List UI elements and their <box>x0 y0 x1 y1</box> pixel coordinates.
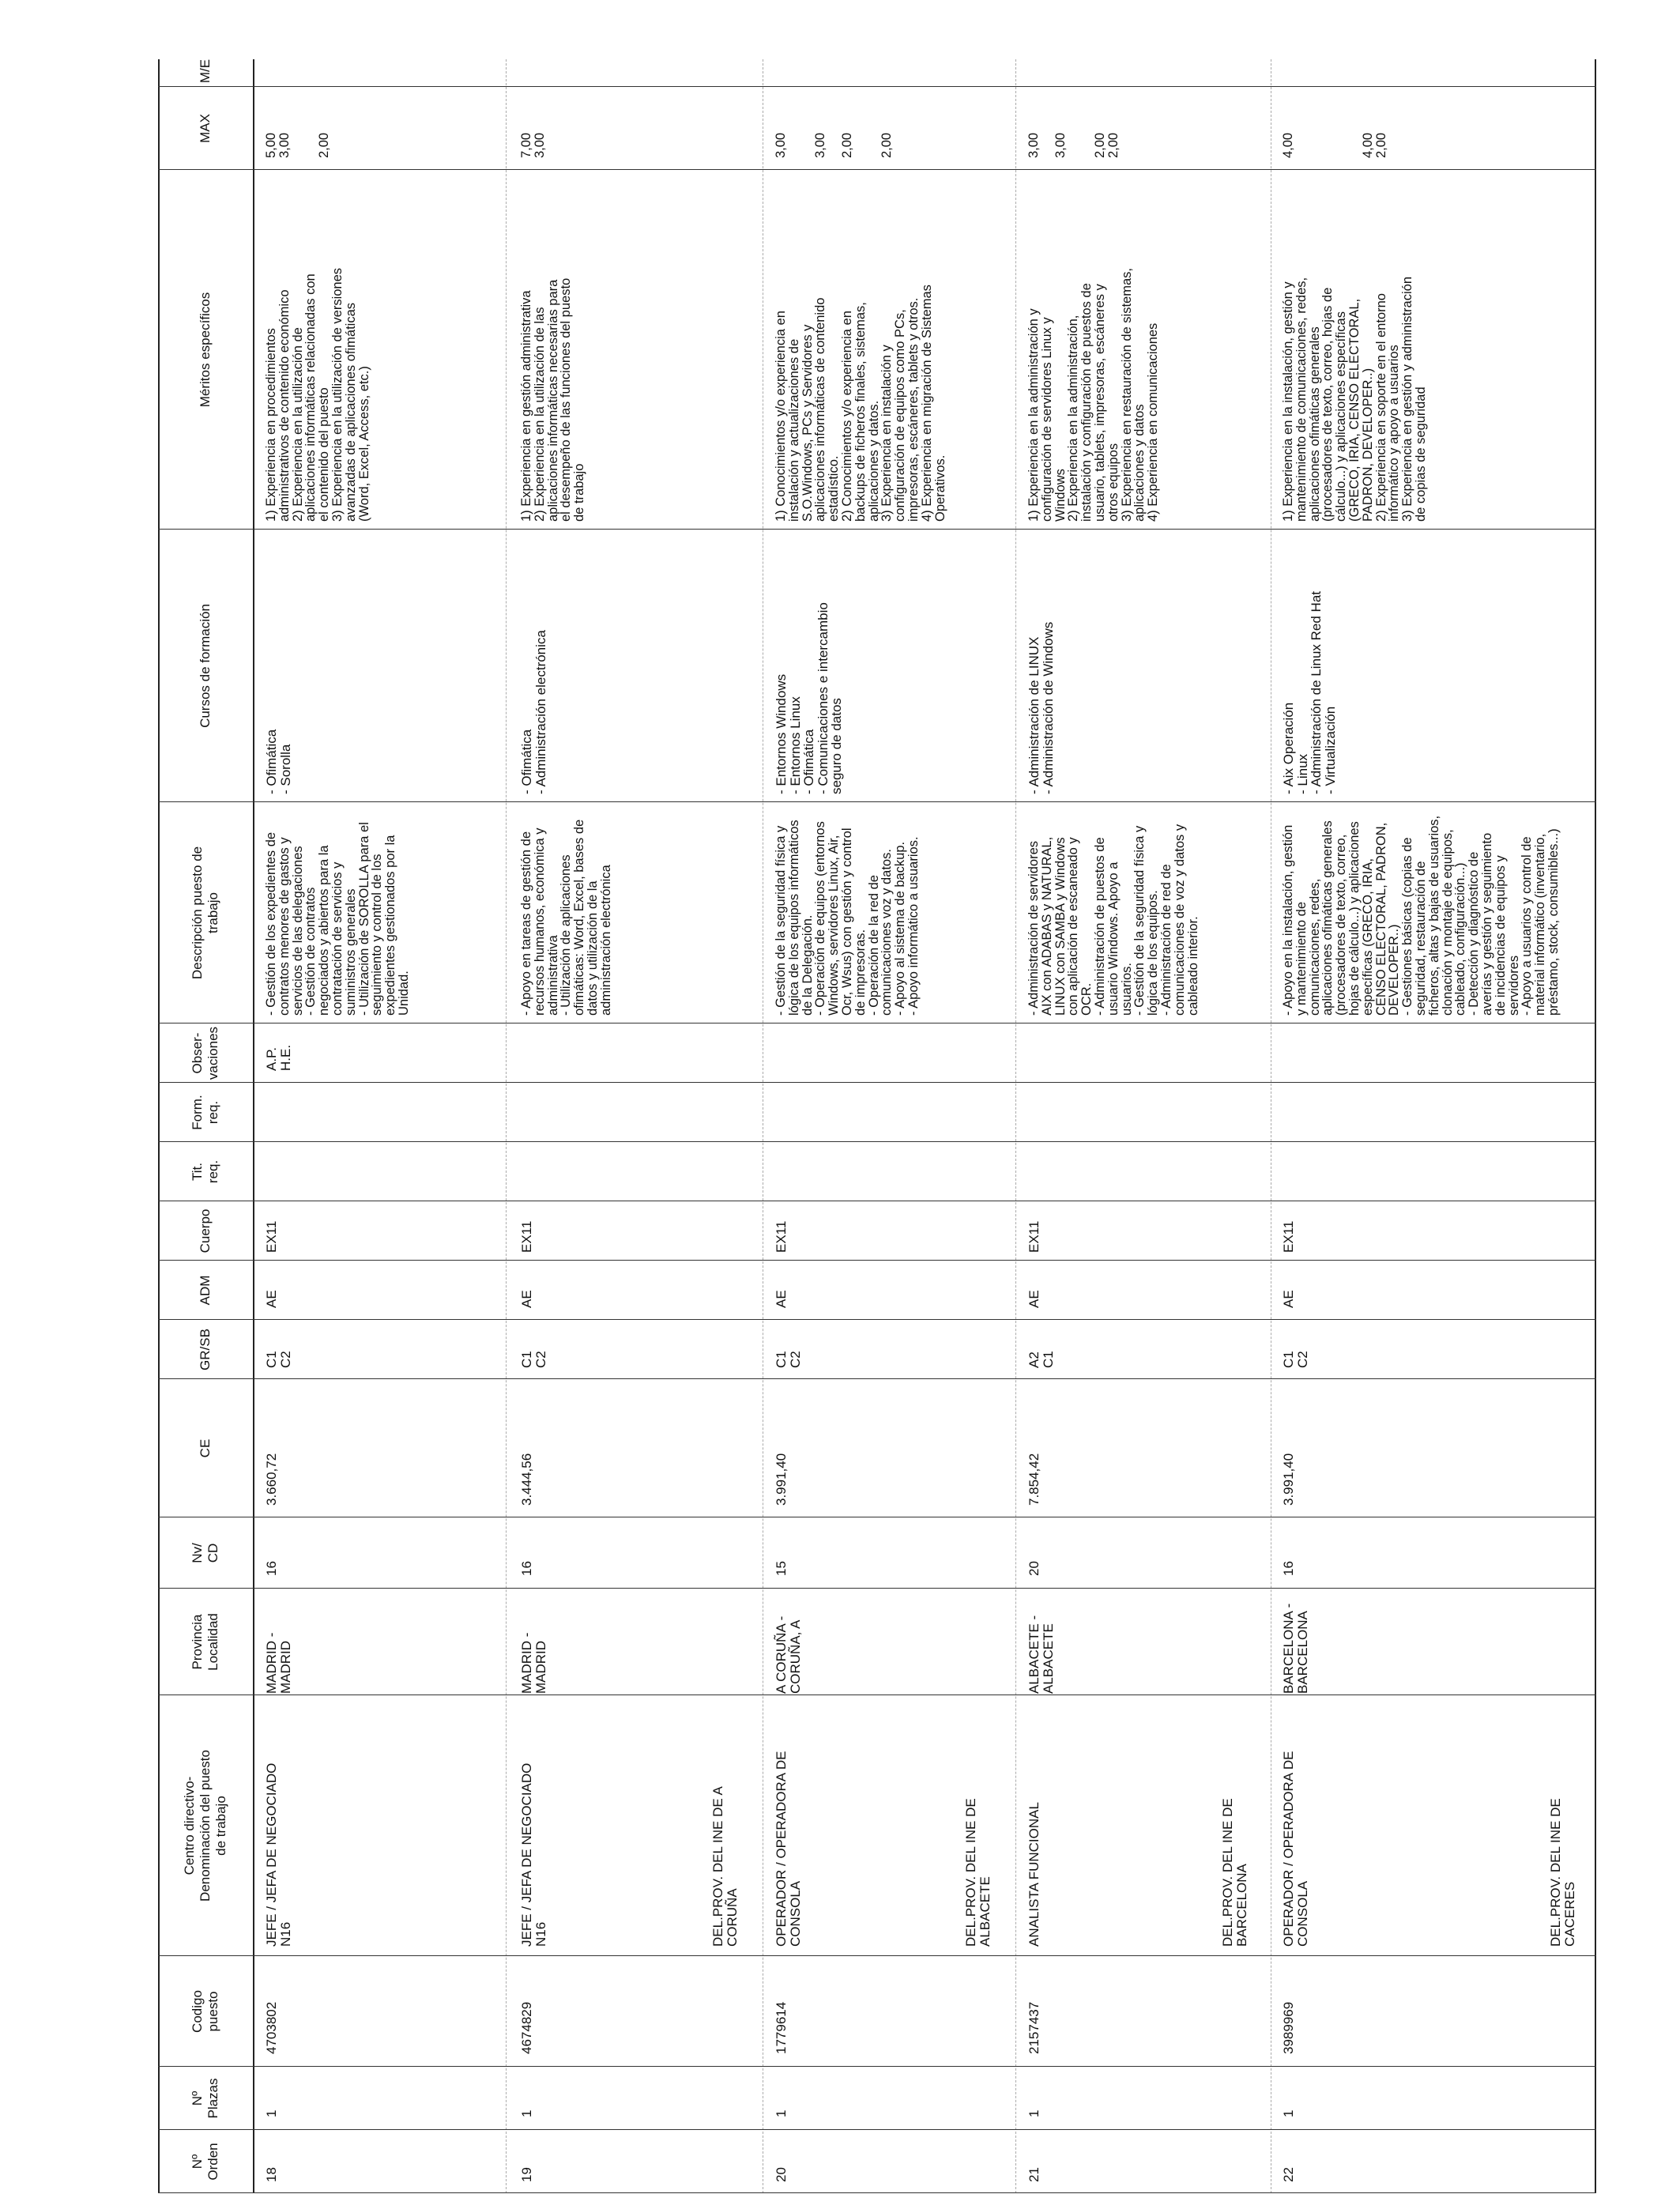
cell-centro-directivo-next: DEL.PROV. DEL INE DE CACERES <box>1548 1798 1577 1947</box>
cell-denominacion: OPERADOR / OPERADORA DE CONSOLA <box>1281 1751 1310 1947</box>
cell-ce: 7.854,42 <box>1026 1453 1042 1506</box>
cell-max: 7,00 3,00 <box>519 132 547 158</box>
cell-adm: AE <box>264 1290 279 1308</box>
cell-grupo: C1 C2 <box>774 1351 803 1368</box>
table-top-border <box>158 59 160 2193</box>
header-provincia: Provincia Localidad <box>190 1613 220 1671</box>
header-nivel: Nv/ CD <box>190 1543 220 1563</box>
column-divider <box>158 169 1596 170</box>
header-observaciones: Obser- vaciones <box>190 1026 220 1080</box>
cell-orden: 18 <box>264 2167 279 2182</box>
cell-provincia: MADRID - MADRID <box>264 1632 293 1694</box>
header-plazas: Nº Plazas <box>190 2078 220 2119</box>
cell-codigo: 2157437 <box>1026 2001 1042 2054</box>
cell-adm: AE <box>1281 1290 1296 1308</box>
cell-max: 5,00 3,00 2,00 <box>264 132 332 158</box>
cell-plazas: 1 <box>1281 2109 1296 2117</box>
cell-centro-directivo: DEL.PROV. DEL INE DE ALBACETE <box>963 1798 993 1947</box>
header-ce: CE <box>198 1438 213 1458</box>
column-divider <box>158 1082 1596 1083</box>
cell-orden: 19 <box>519 2167 534 2182</box>
header-max: MAX <box>198 114 213 143</box>
column-divider <box>158 1378 1596 1379</box>
cell-grupo: C1 C2 <box>264 1351 293 1368</box>
header-adm: ADM <box>198 1275 213 1306</box>
cell-ce: 3.444,56 <box>519 1453 534 1506</box>
cell-ce: 3.991,40 <box>774 1453 789 1506</box>
cell-plazas: 1 <box>264 2109 279 2117</box>
cell-provincia: BARCELONA - BARCELONA <box>1281 1603 1310 1694</box>
cell-cuerpo: EX11 <box>264 1220 279 1253</box>
cell-grupo: C1 C2 <box>1281 1351 1310 1368</box>
column-divider <box>158 1260 1596 1261</box>
header-centro: Centro directivo- Denominación del puesto de trabajo <box>182 1750 228 1902</box>
header-codigo: Codigo puesto <box>190 1990 220 2033</box>
cell-plazas: 1 <box>1026 2109 1042 2117</box>
cell-codigo: 4703802 <box>264 2001 279 2054</box>
column-divider <box>158 1319 1596 1320</box>
cell-descripcion: - Administración de servidores AIX con ADABAS y NATURAL, LINUX con SAMBA y Windows con aplicación de escaneado y OCR. - Administración de puestos de usuario Windows. Apoyo a usuarios. - Gestión de la seguridad física y lógica de los equipos. - Administración de red de comunicaciones de voz y datos y cableado interior. <box>1026 824 1200 1016</box>
row-separator <box>1015 59 1016 2193</box>
cell-ce: 3.660,72 <box>264 1453 279 1506</box>
cell-nivel: 15 <box>774 1561 789 1576</box>
cell-meritos: 1) Experiencia en la administración y configuración de servidores Linux y Windows 2) Experiencia en la administración, instalación y configuración de puestos de usuario, tablets, impresoras, escáneres y otros equipos 3) Experiencia en restauración de sistemas, aplicaciones y datos 4) Experiencia en comunicaciones <box>1026 268 1161 522</box>
cell-codigo: 4674829 <box>519 2001 534 2054</box>
header-bottom-border <box>253 59 254 2193</box>
cell-nivel: 16 <box>519 1561 534 1576</box>
cell-provincia: ALBACETE - ALBACETE <box>1026 1615 1056 1694</box>
cell-meritos: 1) Experiencia en gestión administrativa 2) Experiencia en la utilización de las aplicaciones informáticas necesarias para el desempeño de las funciones del puesto de trabajo <box>519 277 587 522</box>
header-cursos: Cursos de formación <box>198 604 213 728</box>
header-descripcion: Descripción puesto de trabajo <box>190 846 220 980</box>
cell-cuerpo: EX11 <box>1281 1220 1296 1253</box>
cell-meritos: 1) Conocimientos y/o experiencia en instalación y actualizaciones de S.O.Windows, PCs y Servidores y aplicaciones informáticas de contenido estadístico. 2) Conocimientos y/o experiencia en backups de ficheros finales, sistemas, aplicaciones y datos. 3) Experiencia en instalación y configuración de equipos como PCs, impresoras, escáneres, tablets y otros. 4) Experiencia en migración de Sistemas Operativos. <box>774 285 947 522</box>
cell-max: 3,00 3,00 2,00 2,00 <box>1026 132 1121 158</box>
cell-provincia: MADRID - MADRID <box>519 1632 548 1694</box>
cell-orden: 21 <box>1026 2167 1042 2182</box>
cell-adm: AE <box>1026 1290 1042 1308</box>
cell-cuerpo: EX11 <box>1026 1220 1042 1253</box>
header-meritos: Méritos específicos <box>198 292 213 408</box>
cell-centro-directivo: DEL.PROV. DEL INE DE BARCELONA <box>1220 1798 1249 1947</box>
cell-adm: AE <box>774 1290 789 1308</box>
table-bottom-border <box>1595 59 1596 2193</box>
cell-adm: AE <box>519 1290 534 1308</box>
cell-codigo: 1779614 <box>774 2001 789 2054</box>
cell-nivel: 20 <box>1026 1561 1042 1576</box>
cell-denominacion: JEFE / JEFA DE NEGOCIADO N16 <box>264 1762 293 1947</box>
column-divider <box>158 1588 1596 1589</box>
cell-denominacion: ANALISTA FUNCIONAL <box>1026 1802 1042 1947</box>
cell-cursos: - Entornos Windows - Entornos Linux - Ofimática - Comunicaciones e intercambio seguro de datos <box>774 602 844 794</box>
column-divider <box>158 2192 1596 2193</box>
cell-plazas: 1 <box>774 2109 789 2117</box>
cell-grupo: C1 C2 <box>519 1351 548 1368</box>
cell-descripcion: - Gestión de los expedientes de contratos menores de gastos y servicios de las delegaciones - Gestión de contratos negociados y abiertos para la contratación de servicios y suministros generales - Utilización de SOROLLA para el seguimiento y control de los expedientes gestionados por la Unidad. <box>264 822 411 1016</box>
cell-denominacion: OPERADOR / OPERADORA DE CONSOLA <box>774 1751 803 1947</box>
cell-denominacion: JEFE / JEFA DE NEGOCIADO N16 <box>519 1762 548 1947</box>
cell-grupo: A2 C1 <box>1026 1351 1056 1368</box>
column-divider <box>158 529 1596 530</box>
row-separator <box>506 59 507 2193</box>
cell-centro-directivo: DEL.PROV. DEL INE DE A CORUÑA <box>710 1786 740 1947</box>
header-tit: Tit. req. <box>190 1159 220 1184</box>
column-divider <box>158 2129 1596 2130</box>
cell-cursos: - Administración de LINUX - Administración de Windows <box>1026 621 1056 794</box>
cell-plazas: 1 <box>519 2109 534 2117</box>
column-divider <box>158 2066 1596 2067</box>
cell-codigo: 3989969 <box>1281 2001 1296 2054</box>
rotated-page <box>158 59 1596 2193</box>
header-me: M/E <box>198 58 213 84</box>
cell-provincia: A CORUÑA - CORUÑA, A <box>774 1615 803 1694</box>
cell-max: 4,00 4,00 2,00 <box>1281 132 1388 158</box>
header-orden: Nº Orden <box>190 2143 220 2181</box>
cell-cuerpo: EX11 <box>519 1220 534 1253</box>
header-grupo: GR/SB <box>198 1329 213 1370</box>
cell-descripcion: - Apoyo en tareas de gestión de recursos humanos, económica y administrativa - Utilización de aplicaciones ofimáticas: Word, Excel, bases de datos y utilización de la administración electrónica <box>519 819 613 1016</box>
cell-cursos: - Ofimática - Administración electrónica <box>519 630 548 794</box>
cell-descripcion: - Apoyo en la instalación, gestión y mantenimiento de comunicaciones, redes, aplicaciones ofimáticas generales (procesadores de texto, correo, hojas de cálculo...) y aplicaciones específicas (GRECO, IRIA, CENSO ELECTORAL, PADRON, DEVELOPER..) - Gestiones básicas (copias de seguridad, restauración de ficheros, altas y bajas de usuarios, clonación y montaje de equipos, cableado, configuración...) - Detección y diagnóstico de averías y gestión y seguimiento de incidencias de equipos y servidores - Apoyo a usuarios y control de material informático (inventario, préstamo, stock, consumibles...) <box>1281 815 1561 1016</box>
cell-orden: 22 <box>1281 2167 1296 2182</box>
cell-meritos: 1) Experiencia en la instalación, gestión y mantenimiento de comunicaciones, redes, aplicaciones ofimáticas generales (procesadores de texto, correo, hojas de cálculo...) y aplicaciones específicas (GRECO, IRIA, CENSO ELECTORAL, PADRON, DEVELOPER..) 2) Experiencia en soporte en el entorno informático y apoyo a usuarios 3) Experiencia en gestión y administración de copias de seguridad <box>1281 277 1428 522</box>
column-divider <box>158 1141 1596 1142</box>
cell-orden: 20 <box>774 2167 789 2182</box>
column-divider <box>158 1955 1596 1956</box>
header-cuerpo: Cuerpo <box>198 1208 213 1253</box>
cell-cuerpo: EX11 <box>774 1220 789 1253</box>
cell-descripcion: - Gestión de la seguridad física y lógica de los equipos informáticos de la Delegación. - Operación de equipos (entornos Windows, servidores Linux, Air, Ocr, Wsus) con gestión y control de impresoras. - Operación de la red de comunicaciones voz y datos. - Apoyo al sistema de backup. - Apoyo informático a usuarios. <box>774 820 921 1016</box>
cell-cursos: - Aix Operación - Linux - Administración de Linux Red Hat - Virtualización <box>1281 590 1338 794</box>
cell-observaciones: A.P. H.E. <box>264 1044 293 1071</box>
header-form: Form. req. <box>190 1095 220 1130</box>
cell-nivel: 16 <box>1281 1561 1296 1576</box>
cell-ce: 3.991,40 <box>1281 1453 1296 1506</box>
cell-cursos: - Ofimática - Sorolla <box>264 729 293 794</box>
column-divider <box>158 86 1596 87</box>
cell-max: 3,00 3,00 2,00 2,00 <box>774 132 895 158</box>
cell-meritos: 1) Experiencia en procedimientos administrativos de contenido económico 2) Experiencia en la utilización de aplicaciones informáticas relacionadas con el contenido del puesto 3) Experiencia en la utilización de versiones avanzadas de aplicaciones ofimáticas (Word, Excel, Access, etc.) <box>264 267 371 522</box>
cell-nivel: 16 <box>264 1561 279 1576</box>
